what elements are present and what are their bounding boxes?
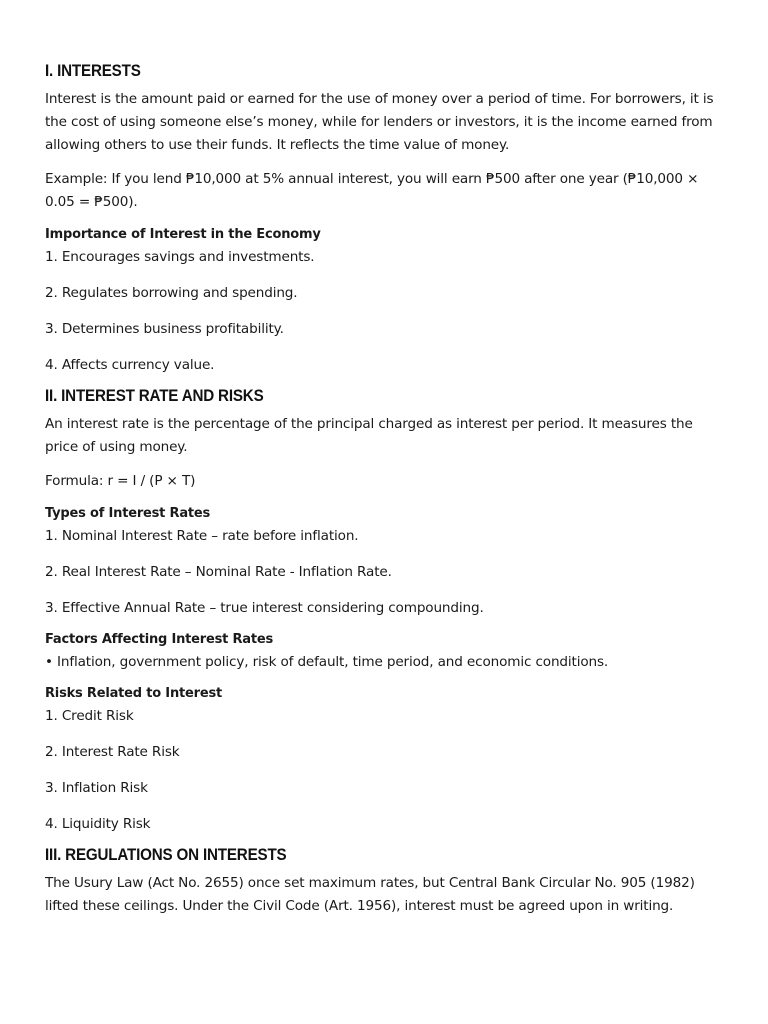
list-item: 4. Liquidity Risk (45, 816, 151, 832)
subheading-risks: Risks Related to Interest (45, 686, 223, 701)
subheading-types: Types of Interest Rates (45, 506, 211, 521)
list-item: 3. Inflation Risk (45, 780, 148, 796)
list-item: 1. Nominal Interest Rate – rate before inflation. (45, 528, 359, 544)
list-item: 2. Regulates borrowing and spending. (45, 285, 298, 301)
list-item: 2. Real Interest Rate – Nominal Rate - Inflation Rate. (45, 564, 392, 580)
list-item: 3. Effective Annual Rate – true interest considering compounding. (45, 600, 484, 616)
subheading-factors: Factors Affecting Interest Rates (45, 632, 274, 647)
regulations-paragraph: The Usury Law (Act No. 2655) once set maximum rates, but Central Bank Circular No. 905 (1982) lifted these ceilings. Under the Civil Code (Art. 1956), interest must be agreed upon in writing. (45, 875, 695, 914)
subheading-importance: Importance of Interest in the Economy (45, 227, 321, 242)
interest-rate-definition-paragraph: An interest rate is the percentage of the principal charged as interest per period. It measures the price of using money. (45, 416, 693, 455)
section-heading-interest-rate-and-risks: II. INTEREST RATE AND RISKS (45, 387, 264, 405)
list-item: 1. Encourages savings and investments. (45, 249, 315, 265)
formula-text: Formula: r = I / (P × T) (45, 473, 196, 489)
list-item: 1. Credit Risk (45, 708, 134, 724)
list-item: 4. Affects currency value. (45, 357, 215, 373)
section-heading-interests: I. INTERESTS (45, 62, 141, 80)
factors-bullet: • Inflation, government policy, risk of default, time period, and economic conditions. (45, 654, 609, 670)
list-item: 2. Interest Rate Risk (45, 744, 180, 760)
interest-definition-paragraph: Interest is the amount paid or earned for the use of money over a period of time. For borrowers, it is the cost of using someone else’s money, while for lenders or investors, it is the income earned from allowing others to use their funds. It reflects the time value of money. (45, 91, 714, 153)
interest-example-paragraph: Example: If you lend ₱10,000 at 5% annual interest, you will earn ₱500 after one year (₱10,000 × 0.05 = ₱500). (45, 171, 699, 210)
list-item: 3. Determines business profitability. (45, 321, 284, 337)
section-heading-regulations: III. REGULATIONS ON INTERESTS (45, 846, 287, 864)
document-body (45, 62, 729, 929)
